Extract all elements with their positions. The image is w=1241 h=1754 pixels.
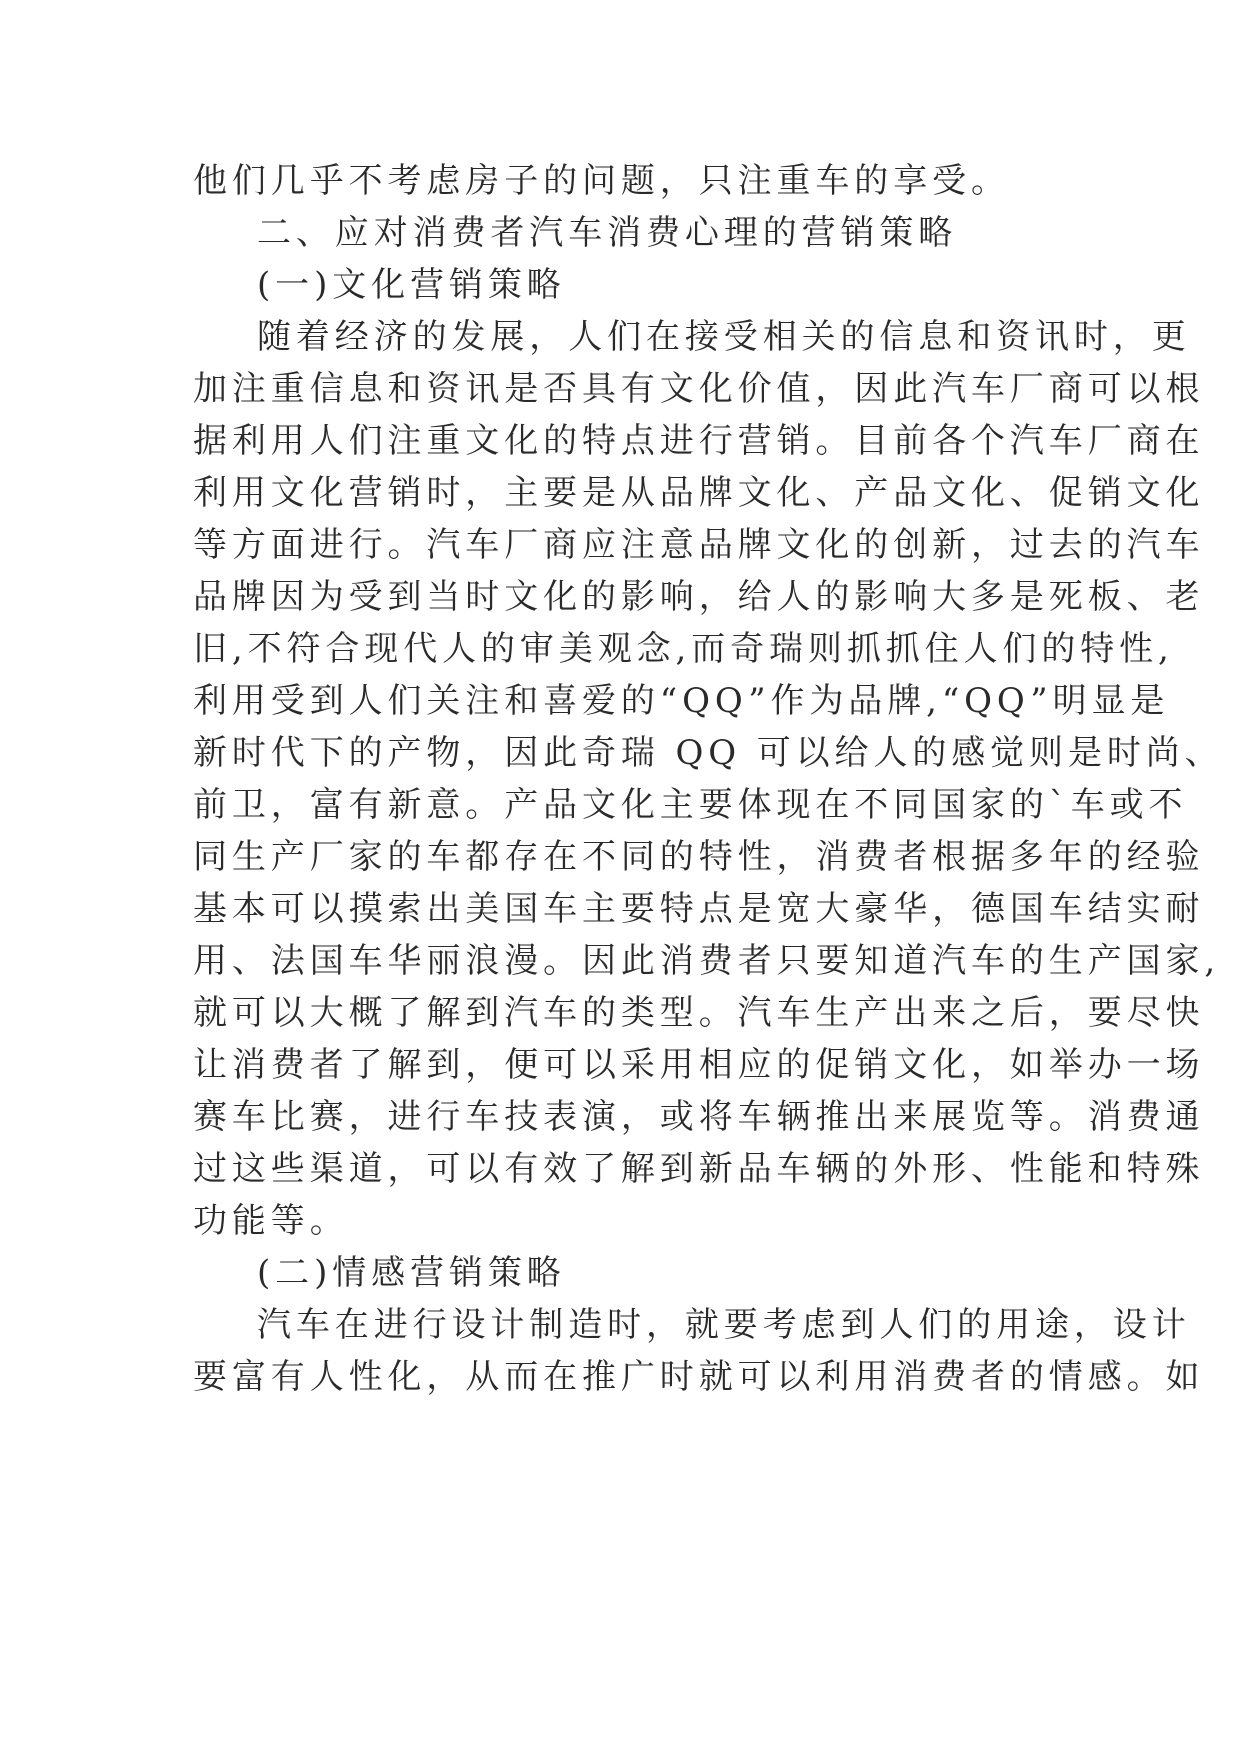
text-line: 汽车在进行设计制造时，就要考虑到人们的用途，设计 xyxy=(257,1305,1191,1345)
text-line: 新时代下的产物，因此奇瑞 QQ 可以给人的感觉则是时尚、 xyxy=(193,733,1224,773)
text-line: 旧,不符合现代人的审美观念,而奇瑞则抓抓住人们的特性, xyxy=(193,629,1174,669)
text-line: 前卫，富有新意。产品文化主要体现在不同国家的`车或不 xyxy=(193,785,1188,825)
text-line: (一)文化营销策略 xyxy=(257,265,566,305)
text-line: 他们几乎不考虑房子的问题，只注重车的享受。 xyxy=(193,161,1010,201)
text-line: 同生产厂家的车都存在不同的特性，消费者根据多年的经验 xyxy=(193,837,1205,877)
text-line: 赛车比赛，进行车技表演，或将车辆推出来展览等。消费通 xyxy=(193,1097,1205,1137)
text-line: 过这些渠道，可以有效了解到新品车辆的外形、性能和特殊 xyxy=(193,1149,1205,1189)
document-body xyxy=(193,155,1224,1403)
text-line: 功能等。 xyxy=(193,1201,349,1241)
text-line: 用、法国车华丽浪漫。因此消费者只要知道汽车的生产国家, xyxy=(193,941,1221,981)
text-line: 利用文化营销时，主要是从品牌文化、产品文化、促销文化 xyxy=(193,473,1205,513)
text-line: 就可以大概了解到汽车的类型。汽车生产出来之后，要尽快 xyxy=(193,993,1205,1033)
text-line: (二)情感营销策略 xyxy=(257,1253,566,1293)
text-line: 基本可以摸索出美国车主要特点是宽大豪华，德国车结实耐 xyxy=(193,889,1205,929)
text-line: 据利用人们注重文化的特点进行营销。目前各个汽车厂商在 xyxy=(193,421,1205,461)
text-line: 品牌因为受到当时文化的影响，给人的影响大多是死板、老 xyxy=(193,577,1205,617)
text-line: 让消费者了解到，便可以采用相应的促销文化，如举办一场 xyxy=(193,1045,1205,1085)
text-line: 加注重信息和资讯是否具有文化价值，因此汽车厂商可以根 xyxy=(193,369,1205,409)
text-line: 二、应对消费者汽车消费心理的营销策略 xyxy=(257,213,958,253)
text-line: 等方面进行。汽车厂商应注意品牌文化的创新，过去的汽车 xyxy=(193,525,1205,565)
text-line: 要富有人性化，从而在推广时就可以利用消费者的情感。如 xyxy=(193,1357,1205,1397)
text-line: 利用受到人们关注和喜爱的“QQ”作为品牌,“QQ”明显是 xyxy=(193,681,1170,721)
text-line: 随着经济的发展，人们在接受相关的信息和资讯时，更 xyxy=(257,317,1191,357)
